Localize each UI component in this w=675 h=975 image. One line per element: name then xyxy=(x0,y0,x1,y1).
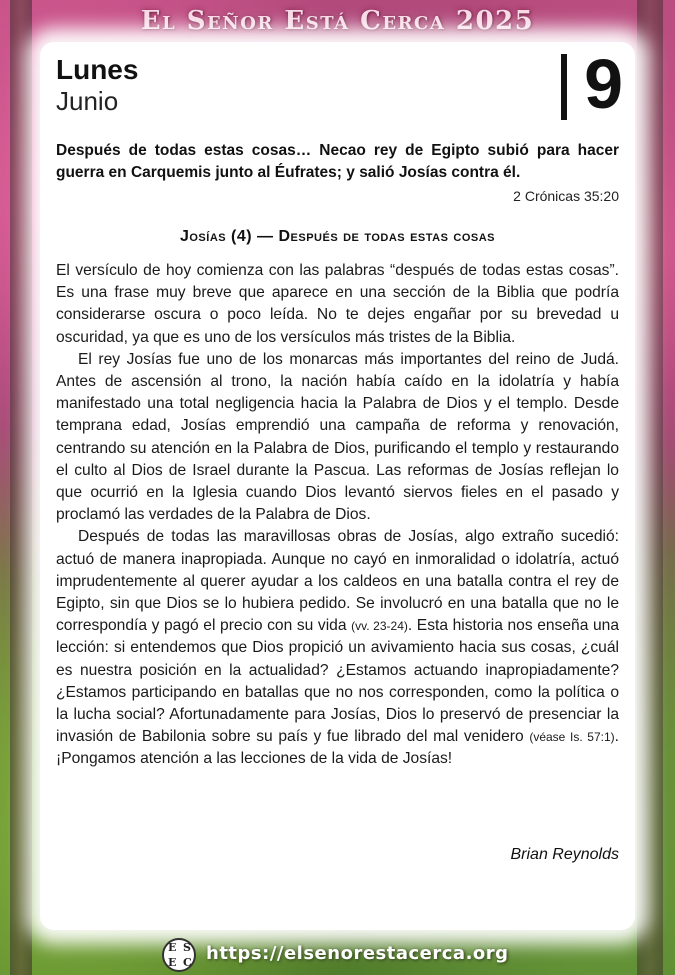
scripture-verse: Después de todas estas cosas… Necao rey de Egipto subió para hacer guerra en Carquemis junto al Éufrates; y salió Josías contra él. xyxy=(56,142,619,181)
reference-isaiah: (véase Is. 57:1) xyxy=(529,730,615,745)
background-tree-left xyxy=(10,0,32,975)
devotional-card xyxy=(40,42,635,930)
paragraph-1: El versículo de hoy comienza con las palabras “después de todas estas cosas”. Es una frase muy breve que aparece en una sección de la Biblia que podría considerarse oscura o poco leída. No te dejes engañar por su brevedad u oscuridad, ya que es uno de los versículos más tristes de la Biblia. xyxy=(56,262,619,346)
devotional-body xyxy=(56,260,619,771)
paragraph-3-part-b: . Esta historia nos enseña una lección: si entendemos que Dios propició un avivamiento hacia sus cosas, ¿cuál es nuestra posición en la actualidad? ¿Estamos actuando inapropiadamente? ¿Estamos participando en batallas que no nos corresponden, como la política o la lucha social? Afortunadamente para Josías, Dios lo preservó de presenciar la invasión de Babilonia sobre su país y fue librado del mal venidero xyxy=(56,617,619,746)
paragraph-2: El rey Josías fue uno de los monarcas más importantes del reino de Judá. Antes de ascensión al trono, la nación había caído en la idolatría y había manifestado una total negligencia hacia la Palabra de Dios y el templo. Desde temprana edad, Josías emprendió una campaña de reforma y renovación, centrando su atención en la Palabra de Dios, purificando el templo y restaurando el culto al Dios de Israel durante la Pascua. Las reformas de Josías reflejan lo que ocurrió en la Iglesia cuando Dios levantó siervos fieles en el pasado y proclamó las verdades de la Palabra de Dios. xyxy=(56,350,619,524)
month: Junio xyxy=(56,86,119,116)
logo-icon: E S E C xyxy=(162,938,196,972)
footer xyxy=(0,938,675,972)
weekday: Lunes xyxy=(56,54,139,85)
day-divider xyxy=(561,54,567,120)
website-link[interactable]: https://elsenorestacerca.org xyxy=(206,943,509,964)
paragraph-3-part-a: Después de todas las maravillosas obras de Josías, algo extraño sucedió: actuó de manera inapropiada. Aunque no cayó en inmoralidad o idolatría, actuó imprudentemente al querer ayudar a los caldeos en una batalla contra el rey de Egipto, sin que Dios se lo hubiera pedido. Se involucró en una batalla que no le correspondía y pagó el precio con su vida xyxy=(56,528,619,635)
devotional-subtitle: Josías (4) — Después de todas estas cosas xyxy=(179,228,496,245)
book-title: El Señor Está Cerca 2025 xyxy=(140,6,535,36)
day-number: 9 xyxy=(584,45,623,123)
author-name: Brian Reynolds xyxy=(510,846,619,863)
paragraph-3 xyxy=(56,526,619,770)
scripture-reference: 2 Crónicas 35:20 xyxy=(513,188,619,204)
paragraph-3-part-c: . ¡Pongamos atención a las lecciones de la vida de Josías! xyxy=(56,728,619,768)
background-tree-right xyxy=(637,0,663,975)
reference-vv: (vv. 23-24) xyxy=(351,619,408,634)
